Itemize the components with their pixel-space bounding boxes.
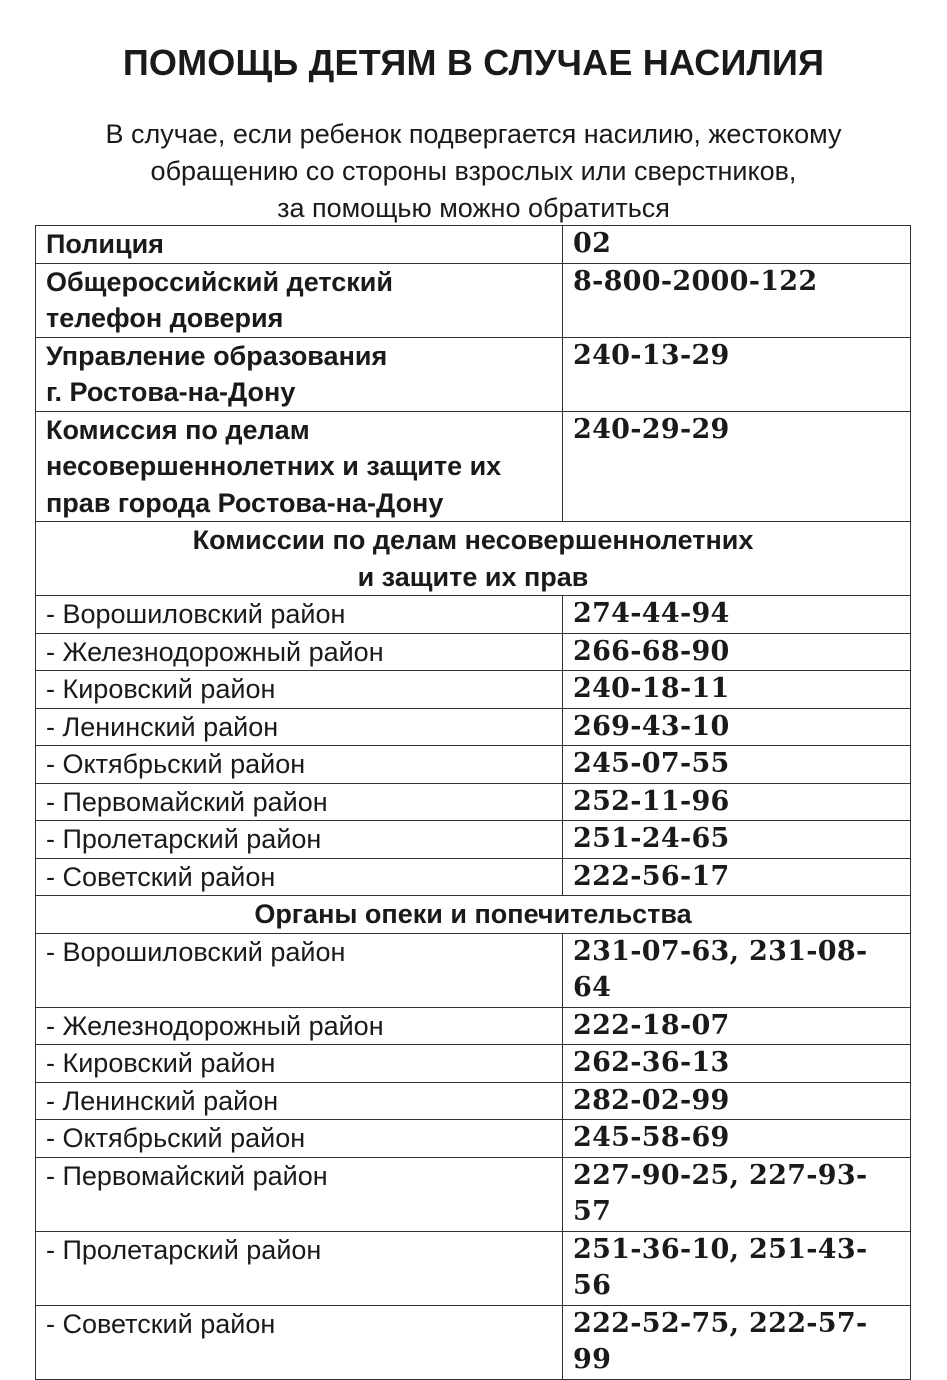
intro-line: за помощью можно обратиться: [277, 193, 670, 223]
section-header-row: [36, 896, 911, 934]
contacts-table: [35, 225, 911, 1380]
org-name-line: г. Ростова-на-Дону: [46, 377, 296, 407]
district-name: - Первомайский район: [36, 1157, 563, 1231]
phone-number: 222-56-17: [563, 858, 911, 896]
table-row: [36, 1231, 911, 1305]
district-name: - Октябрьский район: [36, 746, 563, 784]
section-header-line: и защите их прав: [357, 561, 589, 592]
district-name: - Ленинский район: [36, 1082, 563, 1120]
district-name: - Ленинский район: [36, 708, 563, 746]
district-name: - Советский район: [36, 858, 563, 896]
phone-number: 02: [563, 226, 911, 264]
district-name: - Первомайский район: [36, 783, 563, 821]
intro-line: В случае, если ребенок подвергается насилию, жестокому: [105, 119, 842, 149]
table-row: [36, 1007, 911, 1045]
district-name: - Пролетарский район: [36, 1231, 563, 1305]
table-row: [36, 933, 911, 1007]
org-name-education-department: [36, 337, 563, 411]
org-name-line: Управление образования: [46, 340, 388, 371]
phone-number: 8-800-2000-122: [563, 263, 911, 337]
page-title: ПОМОЩЬ ДЕТЯМ В СЛУЧАЕ НАСИЛИЯ: [122, 42, 825, 83]
org-name-line: несовершеннолетних и защите их: [46, 451, 502, 481]
phone-number: 240-29-29: [563, 411, 911, 522]
table-row: [36, 337, 911, 411]
phone-number: 231-07-63, 231-08-64: [563, 933, 911, 1007]
phone-number: 227-90-25, 227-93-57: [563, 1157, 911, 1231]
phone-number: 251-36-10, 251-43-56: [563, 1231, 911, 1305]
org-name-line: прав города Ростова-на-Дону: [46, 487, 444, 518]
district-name: - Ворошиловский район: [36, 933, 563, 1007]
phone-number: 251-24-65: [563, 821, 911, 859]
table-row: [36, 1305, 911, 1379]
phone-number: 269-43-10: [563, 708, 911, 746]
table-row: [36, 633, 911, 671]
table-row: [36, 263, 911, 337]
district-name: - Ворошиловский район: [36, 596, 563, 634]
phone-number: 252-11-96: [563, 783, 911, 821]
phone-number: 240-13-29: [563, 337, 911, 411]
phone-number: 245-07-55: [563, 746, 911, 784]
org-name-line: Полиция: [46, 229, 164, 259]
org-name-city-commission: [36, 411, 563, 522]
district-name: - Октябрьский район: [36, 1120, 563, 1158]
table-row: [36, 746, 911, 784]
org-name-helpline: [36, 263, 563, 337]
org-name-line: Комиссия по делам: [46, 414, 310, 445]
section-header-guardianship: Органы опеки и попечительства: [36, 896, 911, 934]
phone-number: 262-36-13: [563, 1045, 911, 1083]
table-row: [36, 411, 911, 522]
table-row: [36, 821, 911, 859]
district-name: - Советский район: [36, 1305, 563, 1379]
table-row: [36, 1120, 911, 1158]
phone-number: 240-18-11: [563, 671, 911, 709]
intro-line: обращению со стороны взрослых или сверстников,: [150, 156, 797, 186]
phone-number: 222-52-75, 222-57-99: [563, 1305, 911, 1379]
section-header-row: [36, 522, 911, 596]
table-row: [36, 783, 911, 821]
table-row: [36, 671, 911, 709]
section-header-commissions: [36, 522, 911, 596]
district-name: - Пролетарский район: [36, 821, 563, 859]
district-name: - Железнодорожный район: [36, 1007, 563, 1045]
phone-number: 266-68-90: [563, 633, 911, 671]
section-header-line: Комиссии по делам несовершеннолетних: [192, 525, 754, 555]
district-name: - Кировский район: [36, 1045, 563, 1083]
table-row: [36, 708, 911, 746]
phone-number: 222-18-07: [563, 1007, 911, 1045]
table-row: [36, 1045, 911, 1083]
phone-number: 274-44-94: [563, 596, 911, 634]
intro-text: [30, 116, 917, 227]
phone-number: 282-02-99: [563, 1082, 911, 1120]
district-name: - Кировский район: [36, 671, 563, 709]
org-name-police: [36, 226, 563, 264]
table-row: [36, 1082, 911, 1120]
org-name-line: Общероссийский детский: [46, 266, 393, 297]
org-name-line: телефон доверия: [46, 303, 284, 333]
phone-number: 245-58-69: [563, 1120, 911, 1158]
table-row: [36, 596, 911, 634]
district-name: - Железнодорожный район: [36, 633, 563, 671]
table-row: [36, 1157, 911, 1231]
table-row: [36, 858, 911, 896]
table-row: [36, 226, 911, 264]
